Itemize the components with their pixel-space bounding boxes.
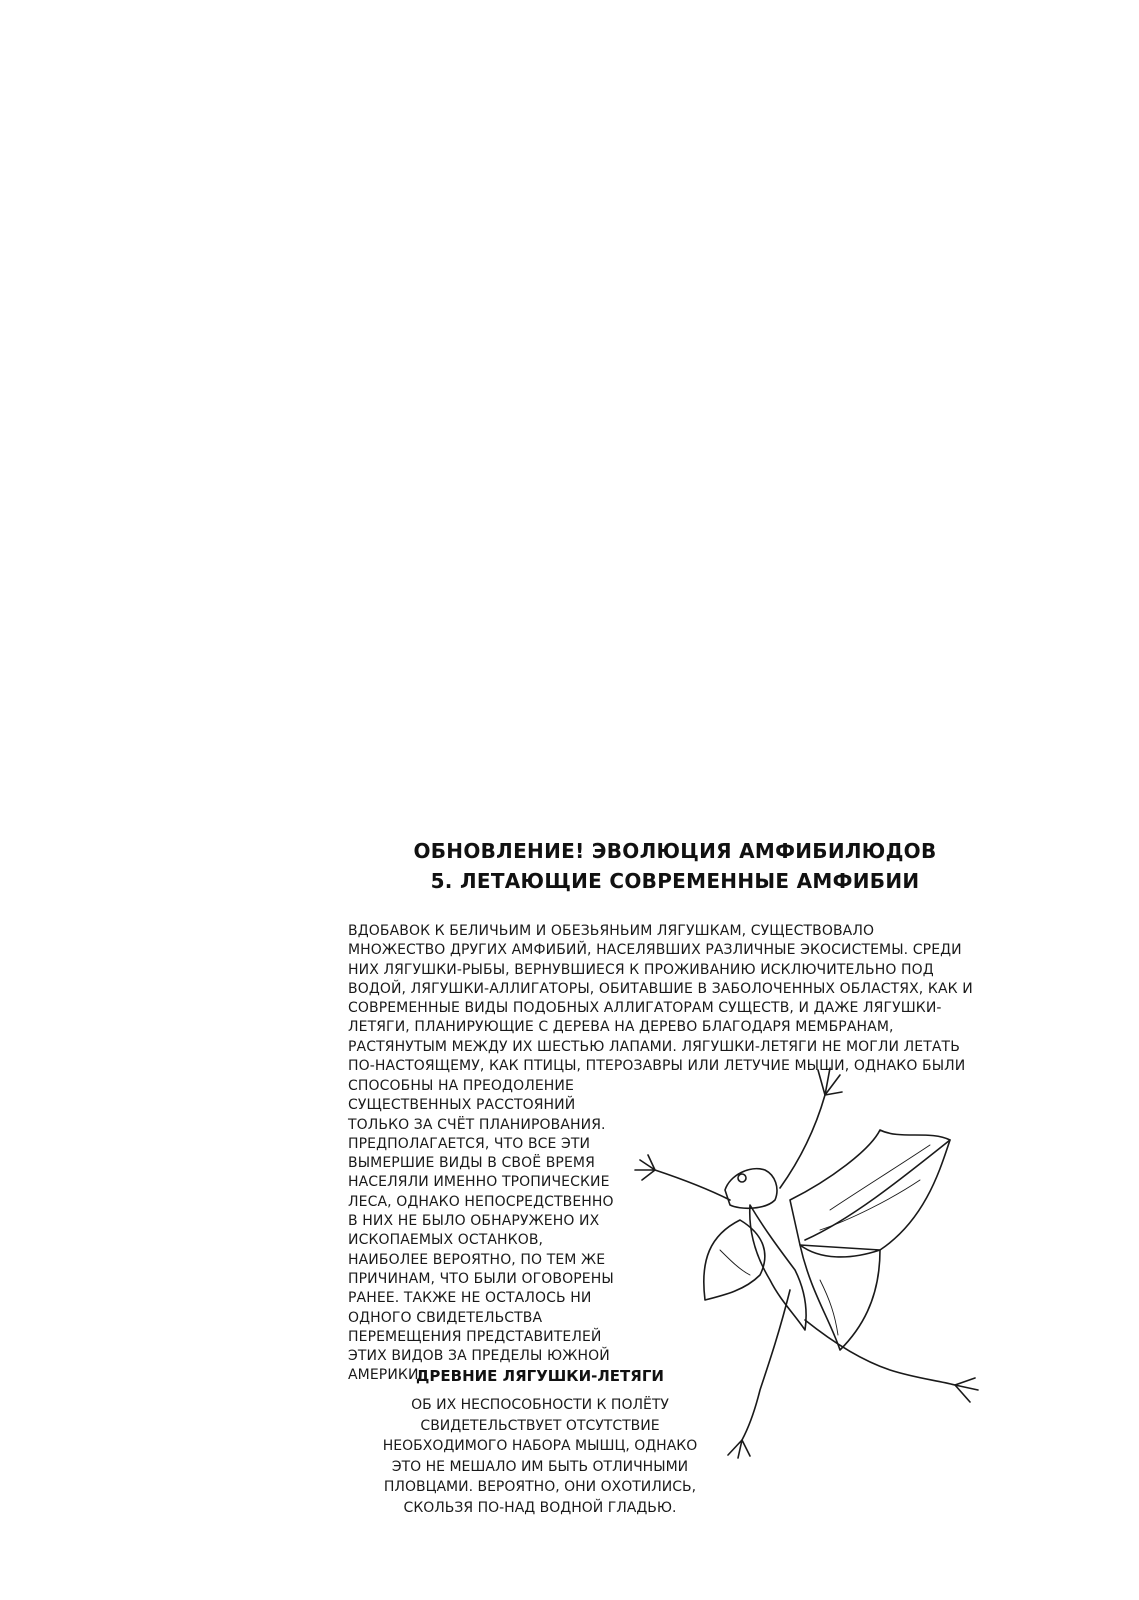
frog-arm-left: [655, 1170, 730, 1200]
frog-leg-right: [805, 1320, 955, 1385]
caption-line: ПЛОВЦАМИ. ВЕРОЯТНО, ОНИ ОХОТИЛИСЬ,: [383, 1479, 697, 1495]
wing-membrane-upper: [790, 1130, 950, 1257]
body-line: ВЫМЕРШИЕ ВИДЫ В СВОЁ ВРЕМЯ: [348, 1155, 595, 1172]
body-line: НАИБОЛЕЕ ВЕРОЯТНО, ПО ТЕМ ЖЕ: [348, 1251, 606, 1268]
body-line: В НИХ НЕ БЫЛО ОБНАРУЖЕНО ИХ: [348, 1213, 600, 1230]
frog-eye: [738, 1174, 746, 1182]
intro-line: НИХ ЛЯГУШКИ-РЫБЫ, ВЕРНУВШИЕСЯ К ПРОЖИВАНИЮ ИСКЛЮЧИТЕЛЬНО ПОД: [348, 961, 934, 978]
frog-hand-left: [635, 1155, 655, 1180]
body-line: СУЩЕСТВЕННЫХ РАССТОЯНИЙ: [348, 1097, 576, 1114]
wing-rib: [720, 1250, 750, 1275]
intro-line: ЛЕТЯГИ, ПЛАНИРУЮЩИЕ С ДЕРЕВА НА ДЕРЕВО БЛАГОДАРЯ МЕМБРАНАМ,: [348, 1019, 894, 1036]
frog-body: [750, 1205, 806, 1330]
intro-paragraph: [348, 922, 1022, 1076]
body-line: ЭТИХ ВИДОВ ЗА ПРЕДЕЛЫ ЮЖНОЙ: [348, 1348, 610, 1365]
body-paragraph-narrow: [348, 1077, 648, 1386]
caption-title: ДРЕВНИЕ ЛЯГУШКИ-ЛЕТЯГИ: [416, 1367, 664, 1385]
intro-line: ВДОБАВОК К БЕЛИЧЬИМ И ОБЕЗЬЯНЬИМ ЛЯГУШКАМ, СУЩЕСТВОВАЛО: [348, 923, 875, 939]
title-line-2: 5. ЛЕТАЮЩИЕ СОВРЕМЕННЫЕ АМФИБИИ: [430, 869, 920, 893]
body-line: СПОСОБНЫ НА ПРЕОДОЛЕНИЕ: [348, 1078, 574, 1094]
wing-rib: [820, 1180, 920, 1230]
frog-head: [725, 1169, 777, 1209]
intro-line: ВОДОЙ, ЛЯГУШКИ-АЛЛИГАТОРЫ, ОБИТАВШИЕ В ЗАБОЛОЧЕННЫХ ОБЛАСТЯХ, КАК И: [348, 980, 973, 997]
wing-membrane-lower: [800, 1245, 880, 1350]
body-line: ПРЕДПОЛАГАЕТСЯ, ЧТО ВСЕ ЭТИ: [348, 1135, 591, 1152]
caption-line: НЕОБХОДИМОГО НАБОРА МЫШЦ, ОДНАКО: [382, 1438, 698, 1454]
body-line: ПЕРЕМЕЩЕНИЯ ПРЕДСТАВИТЕЛЕЙ: [348, 1328, 602, 1345]
body-line: ОДНОГО СВИДЕТЕЛЬСТВА: [348, 1309, 543, 1326]
body-line: ЛЕСА, ОДНАКО НЕПОСРЕДСТВЕННО: [348, 1193, 614, 1210]
intro-line: СОВРЕМЕННЫЕ ВИДЫ ПОДОБНЫХ АЛЛИГАТОРАМ СУЩЕСТВ, И ДАЖЕ ЛЯГУШКИ-: [348, 1000, 942, 1017]
body-line: ТОЛЬКО ЗА СЧЁТ ПЛАНИРОВАНИЯ.: [348, 1116, 606, 1133]
caption-line: СВИДЕТЕЛЬСТВУЕТ ОТСУТСТВИЕ: [420, 1417, 660, 1434]
wing-rib: [830, 1145, 930, 1210]
body-line: РАНЕЕ. ТАКЖЕ НЕ ОСТАЛОСЬ НИ: [348, 1290, 592, 1307]
frog-hand-top: [818, 1068, 842, 1095]
frog-leg-left: [742, 1290, 790, 1440]
frog-arm-top: [780, 1095, 825, 1188]
caption-line: ЭТО НЕ МЕШАЛО ИМ БЫТЬ ОТЛИЧНЫМИ: [391, 1458, 689, 1475]
caption-line: СКОЛЬЗЯ ПО-НАД ВОДНОЙ ГЛАДЬЮ.: [403, 1499, 677, 1516]
body-line: АМЕРИКИ.: [348, 1367, 424, 1384]
body-line: ПРИЧИНАМ, ЧТО БЫЛИ ОГОВОРЕНЫ: [348, 1270, 614, 1287]
intro-line: МНОЖЕСТВО ДРУГИХ АМФИБИЙ, НАСЕЛЯВШИХ РАЗЛИЧНЫЕ ЭКОСИСТЕМЫ. СРЕДИ: [348, 942, 962, 959]
title-line-1: ОБНОВЛЕНИЕ! ЭВОЛЮЦИЯ АМФИБИЛЮДОВ: [413, 839, 937, 863]
caption-line: ОБ ИХ НЕСПОСОБНОСТИ К ПОЛЁТУ: [411, 1397, 669, 1413]
body-line: ИСКОПАЕМЫХ ОСТАНКОВ,: [348, 1232, 544, 1249]
intro-line: ПО-НАСТОЯЩЕМУ, КАК ПТИЦЫ, ПТЕРОЗАВРЫ ИЛИ ЛЕТУЧИЕ МЫШИ, ОДНАКО БЫЛИ: [348, 1058, 966, 1075]
caption-body: [345, 1395, 735, 1518]
article-title: [360, 836, 990, 896]
frog-foot-right: [955, 1378, 978, 1402]
body-line: НАСЕЛЯЛИ ИМЕННО ТРОПИЧЕСКИЕ: [348, 1174, 610, 1191]
wing-membrane-left: [704, 1220, 765, 1300]
intro-line: РАСТЯНУТЫМ МЕЖДУ ИХ ШЕСТЬЮ ЛАПАМИ. ЛЯГУШКИ-ЛЕТЯГИ НЕ МОГЛИ ЛЕТАТЬ: [348, 1038, 960, 1055]
frog-arm-right: [805, 1140, 950, 1240]
